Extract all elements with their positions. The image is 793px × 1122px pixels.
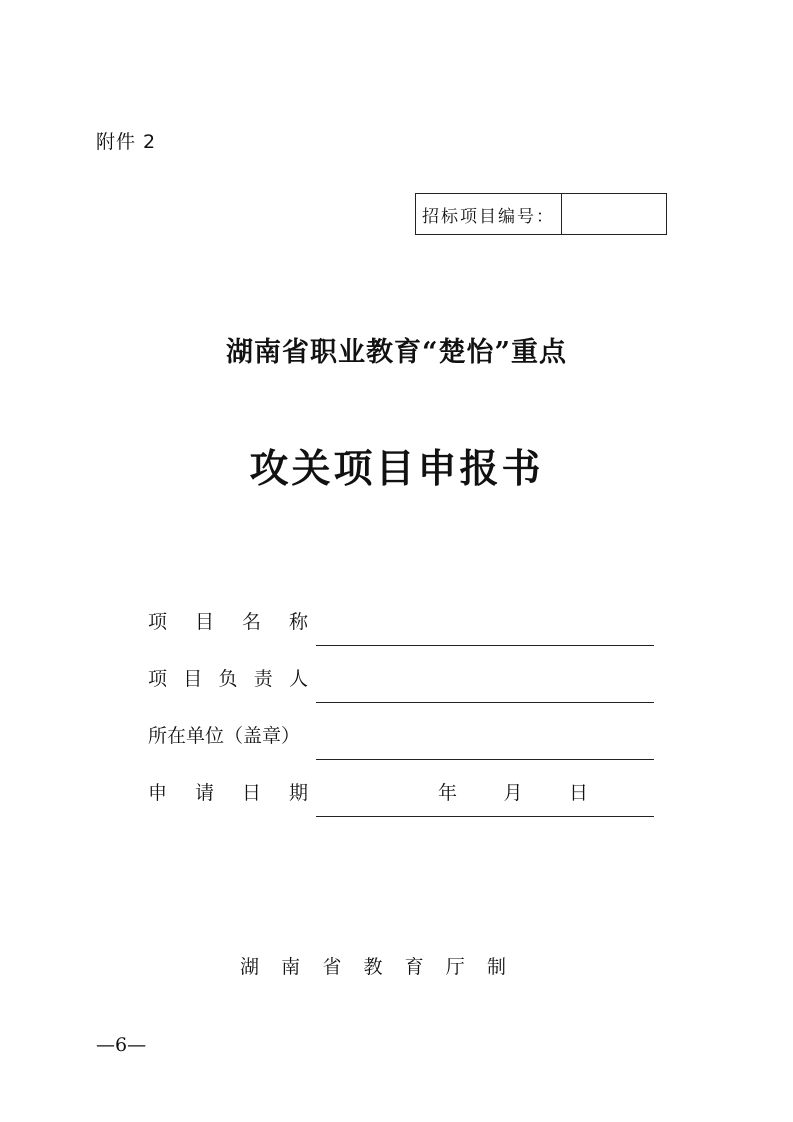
issuer-char: 省 xyxy=(322,956,342,978)
label-char: 目 xyxy=(194,611,214,633)
label-text: 所在单位（盖章） xyxy=(148,725,301,747)
label-char: 日 xyxy=(241,782,261,804)
day-label: 日 xyxy=(568,782,588,804)
label-char: 称 xyxy=(288,611,308,633)
project-name-input-line[interactable] xyxy=(316,645,654,646)
issuer-char: 湖 xyxy=(240,956,260,978)
field-label xyxy=(148,778,308,805)
document-title-line2: 攻关项目申报书 xyxy=(249,446,544,492)
project-leader-input-line[interactable] xyxy=(316,702,654,703)
bid-code-label: 招标项目编号： xyxy=(416,194,562,234)
issuer xyxy=(240,952,506,979)
field-project-leader xyxy=(148,664,654,694)
month-label: 月 xyxy=(503,782,523,804)
field-unit-seal xyxy=(148,721,654,751)
field-label xyxy=(148,607,308,634)
label-char: 请 xyxy=(194,782,214,804)
label-char: 项 xyxy=(148,611,168,633)
label-char: 项 xyxy=(148,668,168,690)
issuer-char: 制 xyxy=(486,956,506,978)
label-char: 责 xyxy=(253,668,273,690)
label-char: 名 xyxy=(241,611,261,633)
field-label xyxy=(148,721,308,748)
label-char: 目 xyxy=(183,668,203,690)
unit-input-line[interactable] xyxy=(316,759,654,760)
field-label xyxy=(148,664,308,691)
document-title-line1: 湖南省职业教育“楚怡”重点 xyxy=(225,337,568,368)
field-apply-date xyxy=(148,778,654,808)
label-char: 申 xyxy=(148,782,168,804)
date-input-line[interactable] xyxy=(316,816,654,817)
year-label: 年 xyxy=(438,782,458,804)
label-char: 负 xyxy=(218,668,238,690)
issuer-char: 教 xyxy=(363,956,383,978)
bid-code-field[interactable] xyxy=(562,194,666,234)
date-parts xyxy=(438,778,588,805)
attachment-label: 附件 2 xyxy=(96,131,157,153)
label-char: 期 xyxy=(288,782,308,804)
label-char: 人 xyxy=(288,668,308,690)
issuer-char: 育 xyxy=(404,956,424,978)
issuer-char: 南 xyxy=(281,956,301,978)
page-number: —6— xyxy=(96,1034,147,1056)
field-project-name xyxy=(148,607,654,637)
issuer-char: 厅 xyxy=(445,956,465,978)
bid-code-box xyxy=(415,193,667,235)
